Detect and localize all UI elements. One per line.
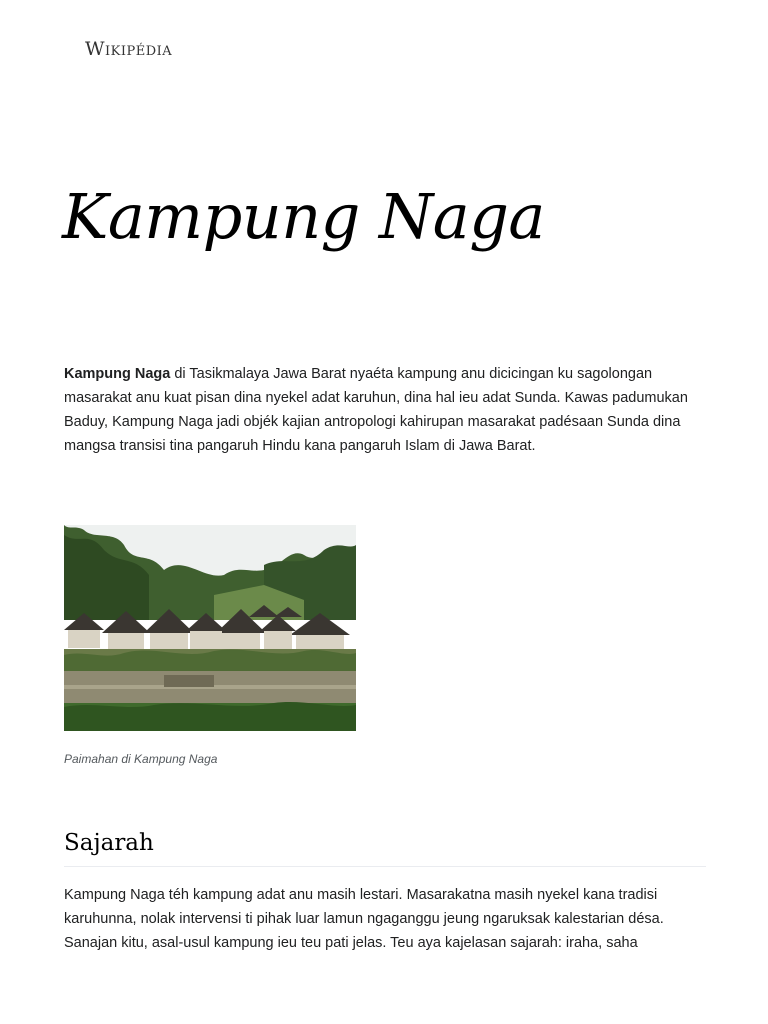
wikipedia-wordmark[interactable]: Wikipédia [85,38,173,60]
page-title: Kampung Naga [62,180,545,253]
lead-paragraph [64,362,714,458]
article-image[interactable] [64,525,356,731]
village-photo [64,525,356,731]
lead-text: di Tasikmalaya Jawa Barat nyaéta kampung anu dicicingan ku sagolongan masarakat anu kuat pisan dina nyekel adat karuhun, dina hal ieu adat Sunda. Kawas padumukan Baduy, Kampung Naga jadi objék kajian antropologi kahirupan masarakat padésaan Sunda dina mangsa transisi tina pangaruh Hindu kana pangaruh Islam di Jawa Barat. [64,366,688,454]
figure-caption: Paimahan di Kampung Naga [64,752,218,766]
section-paragraph: Kampung Naga téh kampung adat anu masih lestari. Masarakatna masih nyekel kana tradisi karuhunna, nolak intervensi ti pihak luar lamun ngaganggu jeung ngaruksak kalestarian désa. Sanajan kitu, asal-usul kampung ieu teu pati jelas. Teu aya kajelasan sajarah: iraha, saha [64,887,664,951]
lead-bold-term: Kampung Naga [64,366,171,382]
section-heading: Sajarah [64,830,706,867]
